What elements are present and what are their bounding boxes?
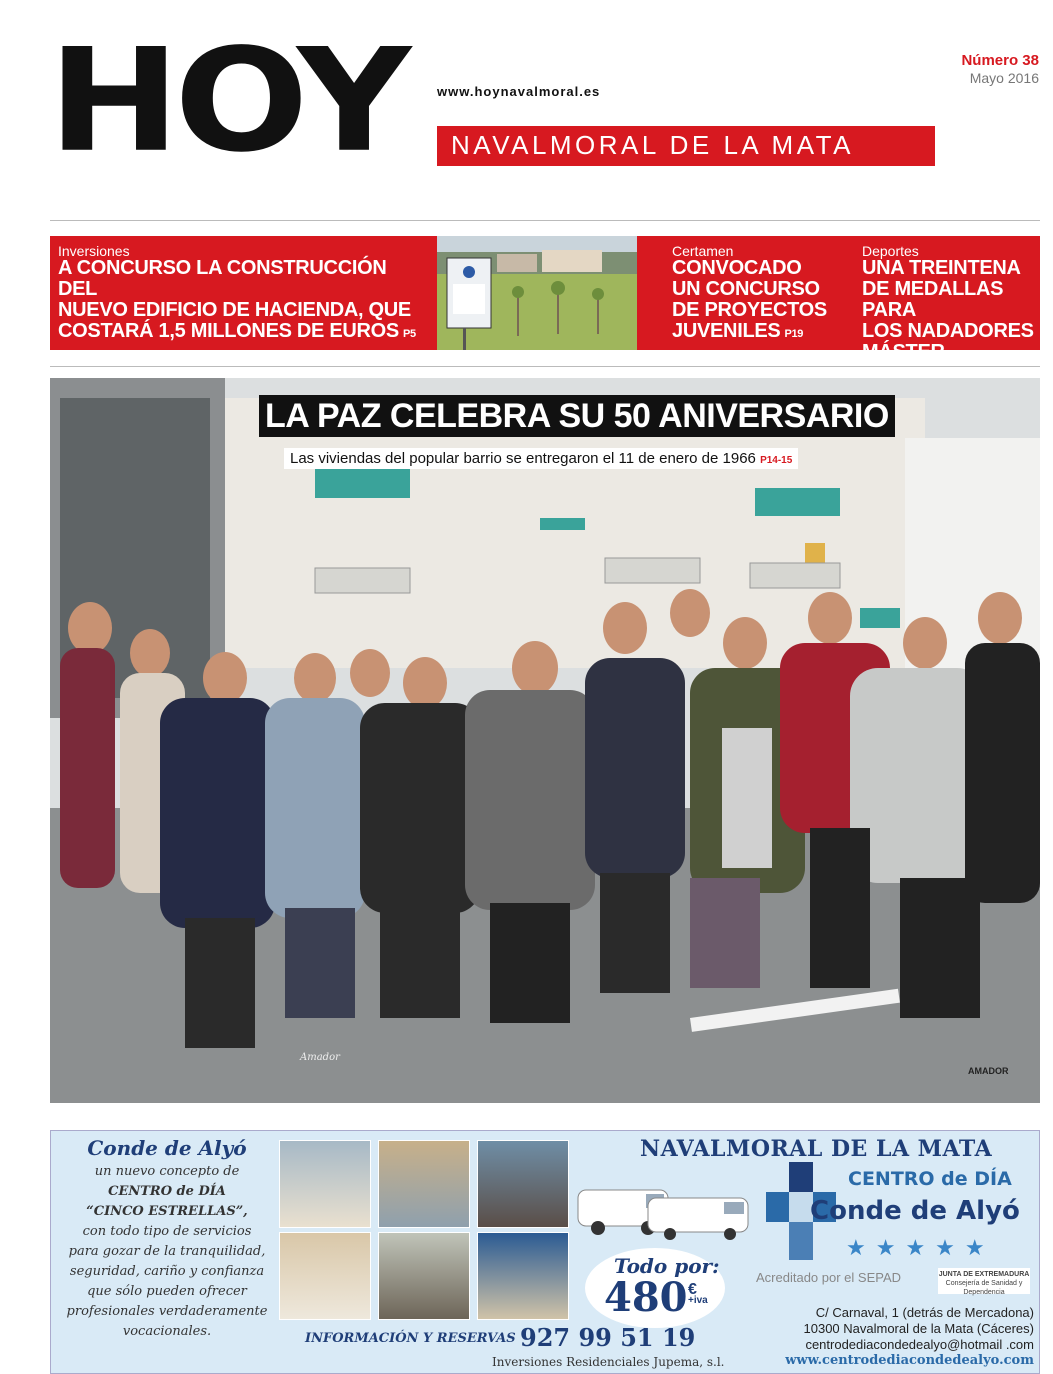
ad-photo-lounge [477,1140,569,1228]
price-value: 480 [604,1274,688,1321]
ad-website[interactable]: www.centrodediacondedealyo.com [785,1353,1034,1368]
teaser-deportes[interactable] [862,244,1038,366]
ad-email[interactable]: centrodediacondedealyo@hotmail .com [805,1337,1034,1352]
ad-copy-line: vocacionales. [122,1324,212,1339]
teaser-kicker: Certamen [672,243,734,259]
ad-copy-line: “CINCO ESTRELLAS”, [86,1204,248,1219]
teaser-headline-line: LOS NADADORES [862,320,1034,342]
ad-copy-line: para gozar de la tranquilidad, [68,1244,266,1259]
teaser-headline-line: DE PROYECTOS [672,299,827,321]
subheadline-text: Las viviendas del popular barrio se entregaron el 11 de enero de 1966 [290,450,756,467]
ad-info-label: INFORMACIÓN Y RESERVAS [305,1331,516,1346]
five-stars-icon: ★★★★★ [846,1235,995,1260]
ad-photo-activity [378,1232,470,1320]
divider [50,220,1040,221]
teaser-headline-line: DE MEDALLAS PARA [862,278,1004,321]
ad-vans-illustration [576,1180,756,1240]
ad-copy-line: un nuevo concepto de [94,1164,240,1179]
ad-copy-line: que sólo pueden ofrecer [87,1284,247,1299]
main-subheadline [284,448,798,469]
ad-centro-title: CENTRO de DÍA [848,1168,1012,1190]
ad-copy-line: profesionales verdaderamente [66,1304,268,1319]
page-reference: P19 [784,328,804,340]
teaser-headline-line: A CONCURSO LA CONSTRUCCIÓN DEL [58,257,387,300]
page-reference: P14-15 [760,455,793,466]
ad-centro-name: Conde de Alyó [810,1196,1020,1226]
teaser-photo-park [437,236,637,350]
teaser-headline-line: NUEVO EDIFICIO DE HACIENDA, QUE [58,299,411,321]
ad-photo-gym [279,1140,371,1228]
page-reference: P5 [402,328,416,340]
page-reference: P22 [948,349,968,361]
ad-photo-medical [279,1232,371,1320]
price-currency: € [688,1281,697,1298]
teaser-headline-line: UNA TREINTENA [862,257,1021,279]
ad-company: Inversiones Residenciales Jupema, s.l. [492,1355,725,1369]
teaser-kicker: Deportes [862,243,919,259]
edition-banner: NAVALMORAL DE LA MATA [437,126,935,166]
ad-brand: Conde de Alyó [87,1136,247,1160]
ad-city: NAVALMORAL DE LA MATA [640,1136,993,1162]
teaser-headline-line: UN CONCURSO [672,278,820,300]
ad-address-block [744,1305,1034,1369]
ad-accreditation: Acreditado por el SEPAD [756,1270,901,1285]
issue-number: Número 38 [961,52,1039,69]
photo-credit: AMADOR [968,1066,1009,1076]
ad-copy-line: CENTRO de DÍA [108,1184,226,1199]
teaser-headline-line: COSTARÁ 1,5 MILLONES DE EUROS [58,320,399,342]
website-url[interactable]: www.hoynavalmoral.es [437,84,601,99]
ad-photo-dining [378,1140,470,1228]
ad-photo-hall [477,1232,569,1320]
teaser-inversiones[interactable] [58,244,428,345]
junta-subtitle: Consejería de Sanidad y Dependencia [945,1280,1023,1296]
teaser-headline-line: JUVENILES [672,320,781,342]
photo-signature: Amador [300,1052,340,1063]
junta-name: JUNTA DE EXTREMADURA [938,1271,1030,1278]
teaser-kicker: Inversiones [58,243,130,259]
main-photo-group [50,378,1040,1103]
teaser-certamen[interactable] [672,244,852,345]
price-iva: +iva [688,1295,708,1306]
teaser-headline-line: MÁSTER [862,341,945,363]
price-suffix [688,1281,708,1306]
ad-phone[interactable]: 927 99 51 19 [520,1323,696,1352]
price-label: Todo por: [614,1254,720,1278]
ad-left-copy [62,1138,272,1342]
issue-date: Mayo 2016 [969,70,1039,86]
junta-logo [938,1268,1030,1294]
ad-copy-line: seguridad, cariño y confianza [69,1264,265,1279]
ad-address-line: 10300 Navalmoral de la Mata (Cáceres) [803,1321,1034,1336]
teaser-headline-line: CONVOCADO [672,257,802,279]
ad-copy-line: con todo tipo de servicios [82,1224,252,1239]
ad-address-line: C/ Carnaval, 1 (detrás de Mercadona) [815,1305,1034,1320]
newspaper-logo: HOY [48,18,406,184]
divider [50,366,1040,367]
main-headline[interactable]: LA PAZ CELEBRA SU 50 ANIVERSARIO [259,395,895,437]
